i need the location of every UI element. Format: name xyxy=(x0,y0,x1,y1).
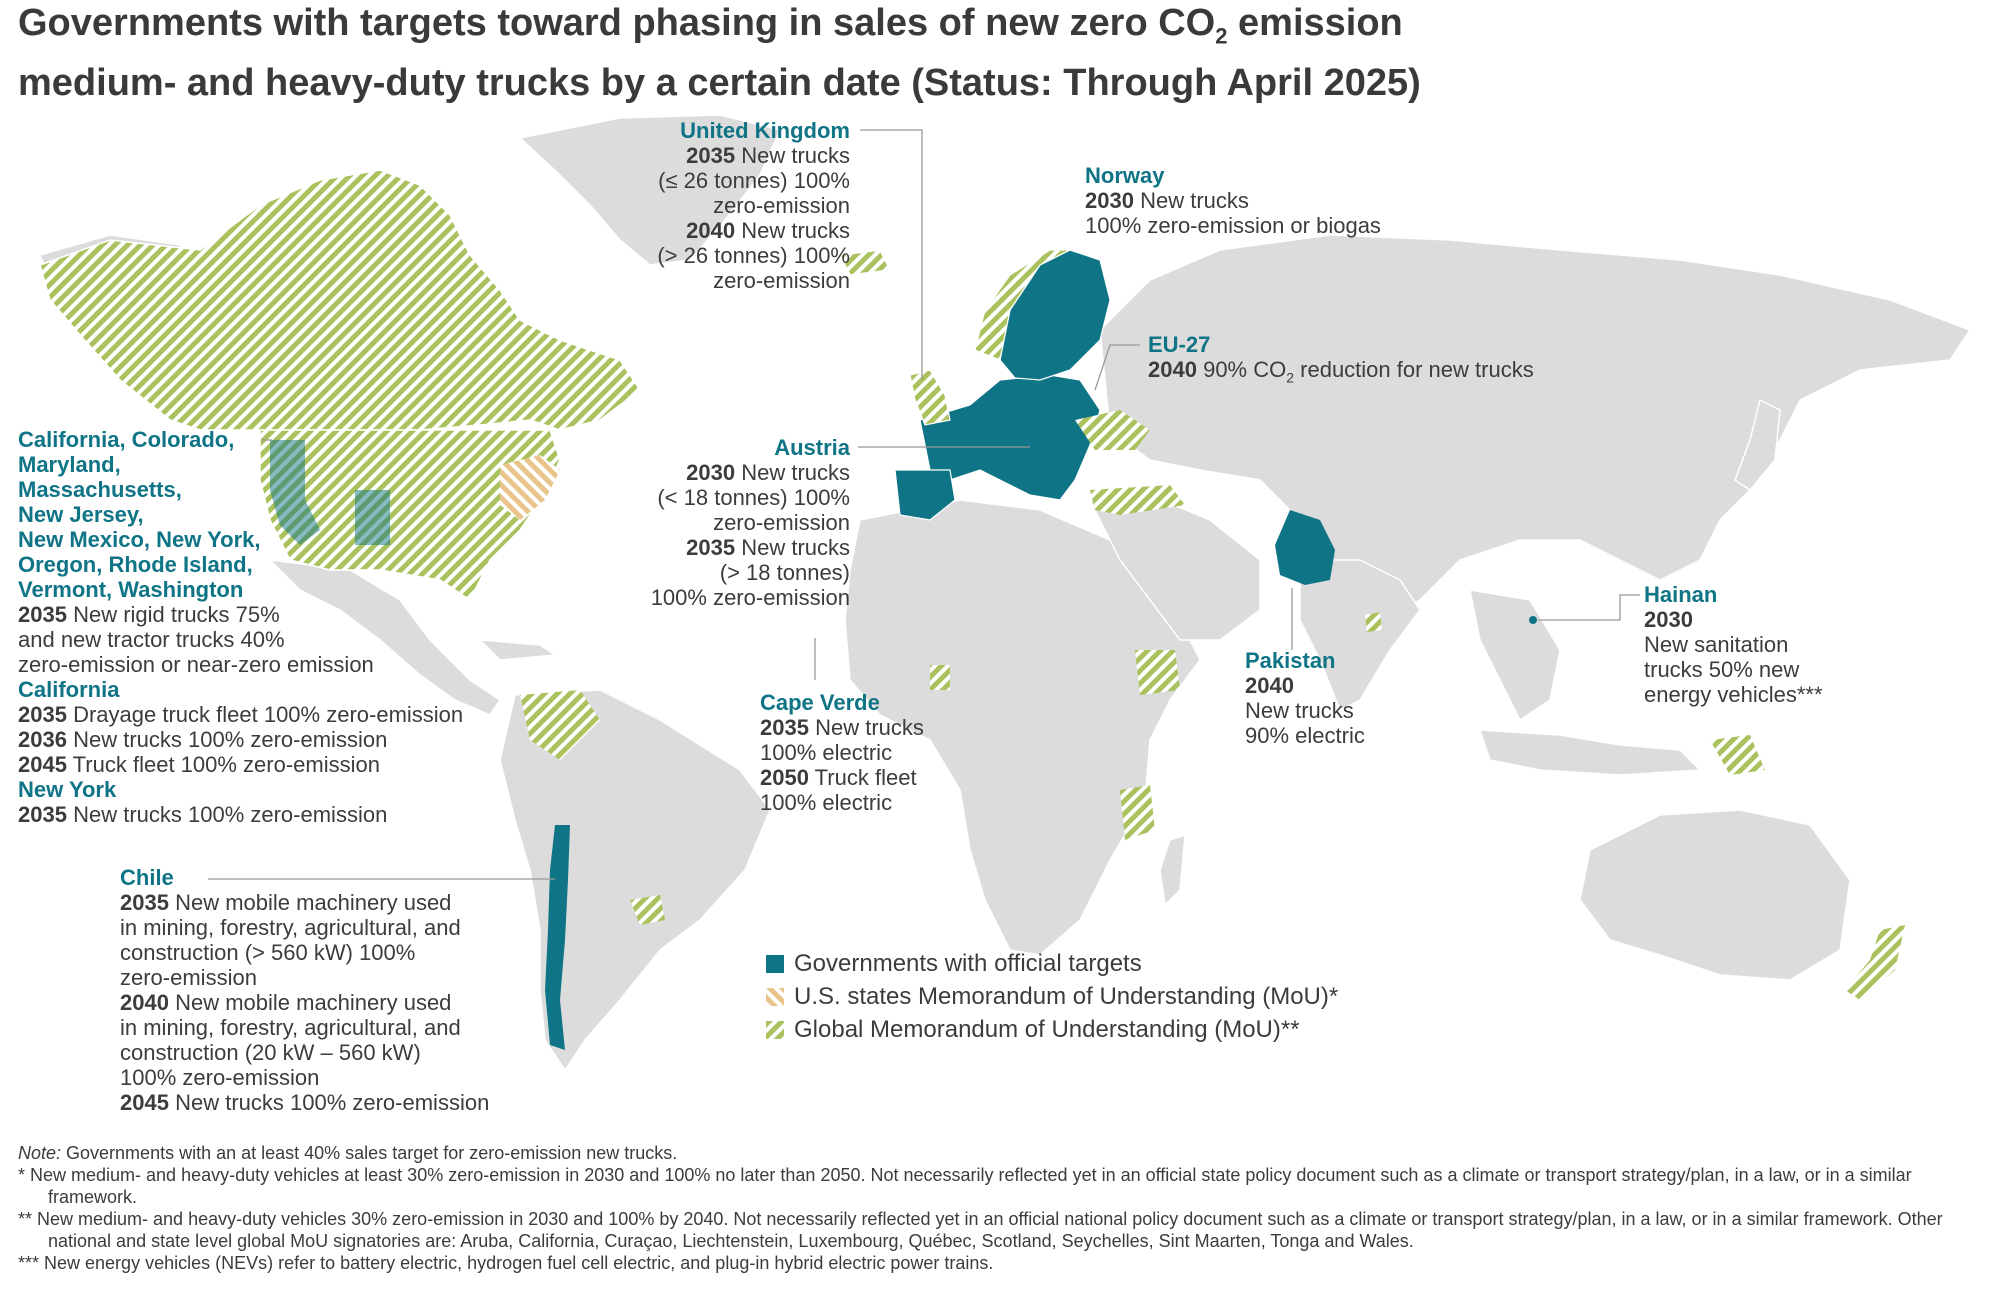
annotation-austria xyxy=(560,435,850,610)
austria-target-1c: zero-emission xyxy=(713,510,850,535)
annotation-chile xyxy=(120,865,560,1115)
chile-target-2b: in mining, forestry, agricultural, and xyxy=(120,1015,461,1040)
chile-target-1d: zero-emission xyxy=(120,965,257,990)
uk-target-1b: (≤ 26 tonnes) 100% xyxy=(658,168,850,193)
austria-target-2b: (> 18 tonnes) xyxy=(719,560,850,585)
annotation-pakistan xyxy=(1245,648,1365,748)
chile-target-1c: construction (> 560 kW) 100% xyxy=(120,940,416,965)
austria-target-1: 2030 New trucks xyxy=(686,460,850,485)
legend xyxy=(766,947,1338,1046)
legend-item-official xyxy=(766,947,1338,980)
note-star-3: *** New energy vehicles (NEVs) refer to battery electric, hydrogen fuel cell electric, and plug-in hybrid electric power trains. xyxy=(18,1253,994,1273)
uk-name: United Kingdom xyxy=(680,118,850,143)
annotation-uk xyxy=(560,118,850,293)
note-star-1: * New medium- and heavy-duty vehicles at least 30% zero-emission in 2030 and 100% no later than 2050. Not necessarily reflected yet in an official state policy document such as a climate or transport strategy/plan, in a law, or in a similar framework. xyxy=(18,1165,1912,1207)
ethiopia-mou xyxy=(1135,650,1180,695)
chile-target-1b: in mining, forestry, agricultural, and xyxy=(120,915,461,940)
us-states-name-4: New Jersey, xyxy=(18,502,144,527)
annotation-hainan xyxy=(1644,582,1823,707)
canada xyxy=(40,170,640,430)
hainan-target-1c: energy vehicles*** xyxy=(1644,682,1823,707)
new-york-name: New York xyxy=(18,777,117,802)
legend-label-global-mou: Global Memorandum of Understanding (MoU)** xyxy=(794,1015,1300,1043)
us-states-name-2: Maryland, xyxy=(18,452,121,477)
legend-swatch-official xyxy=(766,955,784,973)
hainan-target-1b: trucks 50% new xyxy=(1644,657,1800,682)
chile-target-2: 2040 New mobile machinery used xyxy=(120,990,452,1015)
legend-item-us-mou xyxy=(766,980,1338,1013)
uk-target-2: 2040 New trucks xyxy=(686,218,850,243)
norway-target-1: 2030 New trucks xyxy=(1085,188,1249,213)
austria-name: Austria xyxy=(774,435,850,460)
png-mou xyxy=(1710,735,1765,775)
pakistan-target-1b: 90% electric xyxy=(1245,723,1365,748)
sweden-finland xyxy=(1000,250,1110,380)
uk-target-2b: (> 26 tonnes) 100% xyxy=(657,243,850,268)
eu27-target-1: 2040 90% $CO_2$ reduction for new trucks xyxy=(1148,357,1534,386)
uk-target-1: 2035 New trucks xyxy=(686,143,850,168)
legend-label-official: Governments with official targets xyxy=(794,949,1142,977)
hainan xyxy=(1529,616,1537,624)
uk-target-2c: zero-emission xyxy=(713,268,850,293)
title-line-1: Governments with targets toward phasing in sales of new zero $CO_2$ emission xyxy=(18,2,1403,49)
us-states-name-3: Massachusetts, xyxy=(18,477,182,502)
hainan-name: Hainan xyxy=(1644,582,1718,607)
new-zealand-mou xyxy=(1845,925,1905,1000)
california-target-1: 2035 Drayage truck fleet 100% zero-emission xyxy=(18,702,464,727)
hainan-year: 2030 xyxy=(1644,607,1693,632)
note-star-2: ** New medium- and heavy-duty vehicles 30% zero-emission in 2030 and 100% by 2040. Not necessarily reflected yet in an official national policy document such as a climate or transport strategy/plan, in a law, or in a similar framework. Other national and state level global MoU signatories are: Aruba, California, Curaçao, Liechtenstein, Luxembourg, Québec, Scotland, Seychelles, Sint Maarten, Tonga and Wales. xyxy=(18,1209,1943,1251)
norway-target-1b: 100% zero-emission or biogas xyxy=(1085,213,1381,238)
uk-target-1c: zero-emission xyxy=(713,193,850,218)
us-states-target-1: 2035 New rigid trucks 75% xyxy=(18,602,280,627)
legend-swatch-us-mou xyxy=(766,988,784,1006)
austria-target-2c: 100% zero-emission xyxy=(650,585,850,610)
california-target-3: 2045 Truck fleet 100% zero-emission xyxy=(18,752,380,777)
pakistan-target-1: New trucks xyxy=(1245,698,1354,723)
annotation-us-states xyxy=(18,427,538,827)
pakistan-year: 2040 xyxy=(1245,673,1294,698)
austria-target-1b: (< 18 tonnes) 100% xyxy=(657,485,850,510)
austria-target-2: 2035 New trucks xyxy=(686,535,850,560)
pakistan-name: Pakistan xyxy=(1245,648,1336,673)
cape-verde-target-2b: 100% electric xyxy=(760,790,893,815)
us-states-name-7: Vermont, Washington xyxy=(18,577,244,602)
california-name: California xyxy=(18,677,120,702)
cape-verde-target-1: 2035 New trucks xyxy=(760,715,924,740)
annotation-norway xyxy=(1085,163,1381,238)
southeast-asia xyxy=(1470,590,1560,720)
annotation-cape-verde xyxy=(760,690,924,815)
legend-label-us-mou: U.S. states Memorandum of Understanding (MoU)* xyxy=(794,982,1339,1010)
ghana-mou xyxy=(930,665,950,690)
cape-verde-target-2: 2050 Truck fleet xyxy=(760,765,917,790)
norway-name: Norway xyxy=(1085,163,1165,188)
us-states-name-5: New Mexico, New York, xyxy=(18,527,261,552)
us-states-target-1b: and new tractor trucks 40% xyxy=(18,627,285,652)
california-target-2: 2036 New trucks 100% zero-emission xyxy=(18,727,388,752)
us-states-target-1c: zero-emission or near-zero emission xyxy=(18,652,374,677)
footnotes xyxy=(18,1142,1978,1274)
australia xyxy=(1580,810,1850,980)
chile-target-2d: 100% zero-emission xyxy=(120,1065,320,1090)
indonesia xyxy=(1480,730,1700,775)
us-states-name-1: California, Colorado, xyxy=(18,427,235,452)
chile-name: Chile xyxy=(120,865,174,890)
eu27-name: EU-27 xyxy=(1148,332,1211,357)
madagascar xyxy=(1160,835,1185,905)
annotation-eu27 xyxy=(1148,332,1534,390)
chile-target-3: 2045 New trucks 100% zero-emission xyxy=(120,1090,490,1115)
legend-swatch-global-mou xyxy=(766,1021,784,1039)
chile-target-1: 2035 New mobile machinery used xyxy=(120,890,452,915)
legend-item-global-mou xyxy=(766,1013,1338,1046)
hainan-leader xyxy=(1538,595,1640,620)
note-main: Note: Governments with an at least 40% sales target for zero-emission new trucks. xyxy=(18,1143,678,1163)
hainan-target-1: New sanitation xyxy=(1644,632,1789,657)
bangladesh-mou xyxy=(1365,612,1382,632)
new-york-target-1: 2035 New trucks 100% zero-emission xyxy=(18,802,388,827)
united-kingdom xyxy=(910,370,950,425)
cape-verde-target-1b: 100% electric xyxy=(760,740,893,765)
cape-verde-name: Cape Verde xyxy=(760,690,880,715)
title-line-2: medium- and heavy-duty trucks by a certain date (Status: Through April 2025) xyxy=(18,61,1421,104)
chile-target-2c: construction (20 kW – 560 kW) xyxy=(120,1040,421,1065)
kenya-tanzania-mou xyxy=(1120,785,1155,840)
us-states-name-6: Oregon, Rhode Island, xyxy=(18,552,253,577)
